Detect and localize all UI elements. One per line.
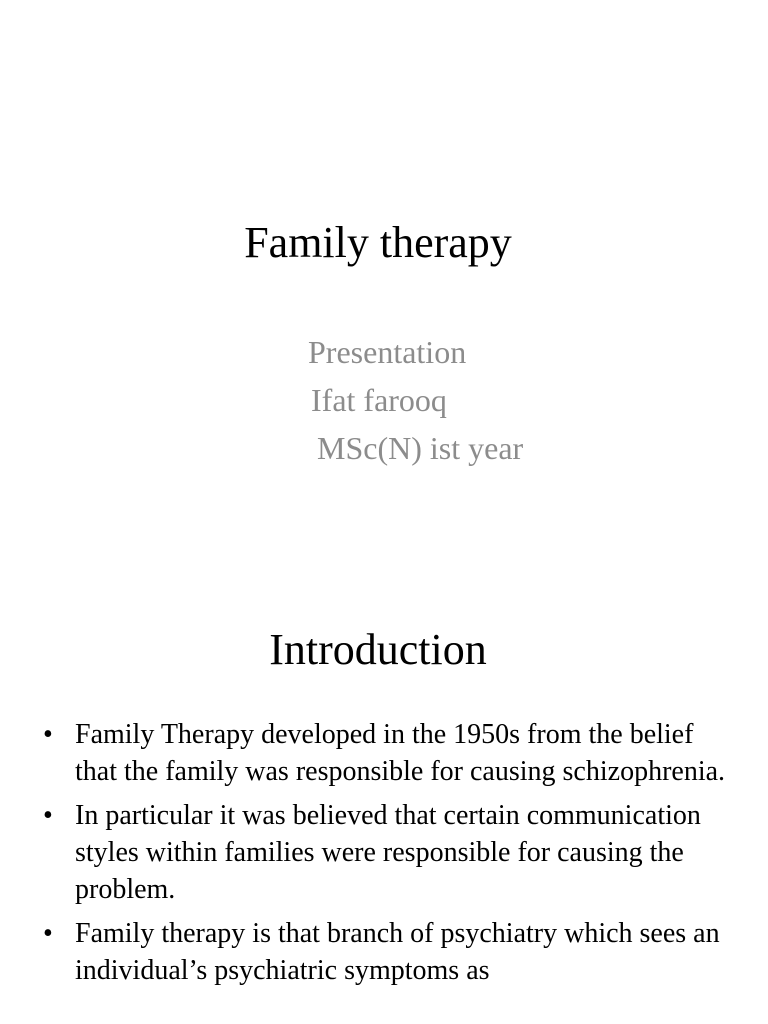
bullet-item bbox=[0, 716, 768, 790]
bullet-text: Family Therapy developed in the 1950s from the belief that the family was responsible for causing schizophrenia. bbox=[75, 719, 726, 787]
bullet-item bbox=[0, 797, 768, 908]
subtitle-author: Ifat farooq bbox=[311, 382, 447, 418]
bullet-item bbox=[0, 915, 768, 989]
bullet-text: In particular it was believed that certain communication styles within families were responsible for causing the problem. bbox=[75, 800, 701, 905]
bullet-text: Family therapy is that branch of psychiatry which sees an individual’s psychiatric symptoms as bbox=[75, 918, 720, 986]
bullet-icon: • bbox=[43, 918, 53, 949]
subtitle-presentation: Presentation bbox=[308, 334, 467, 370]
section-title: Introduction bbox=[269, 625, 487, 674]
bullet-list bbox=[0, 716, 768, 996]
bullet-icon: • bbox=[43, 719, 53, 750]
bullet-icon: • bbox=[43, 800, 53, 831]
subtitle-course: MSc(N) ist year bbox=[317, 430, 524, 466]
slide-title: Family therapy bbox=[244, 218, 512, 267]
